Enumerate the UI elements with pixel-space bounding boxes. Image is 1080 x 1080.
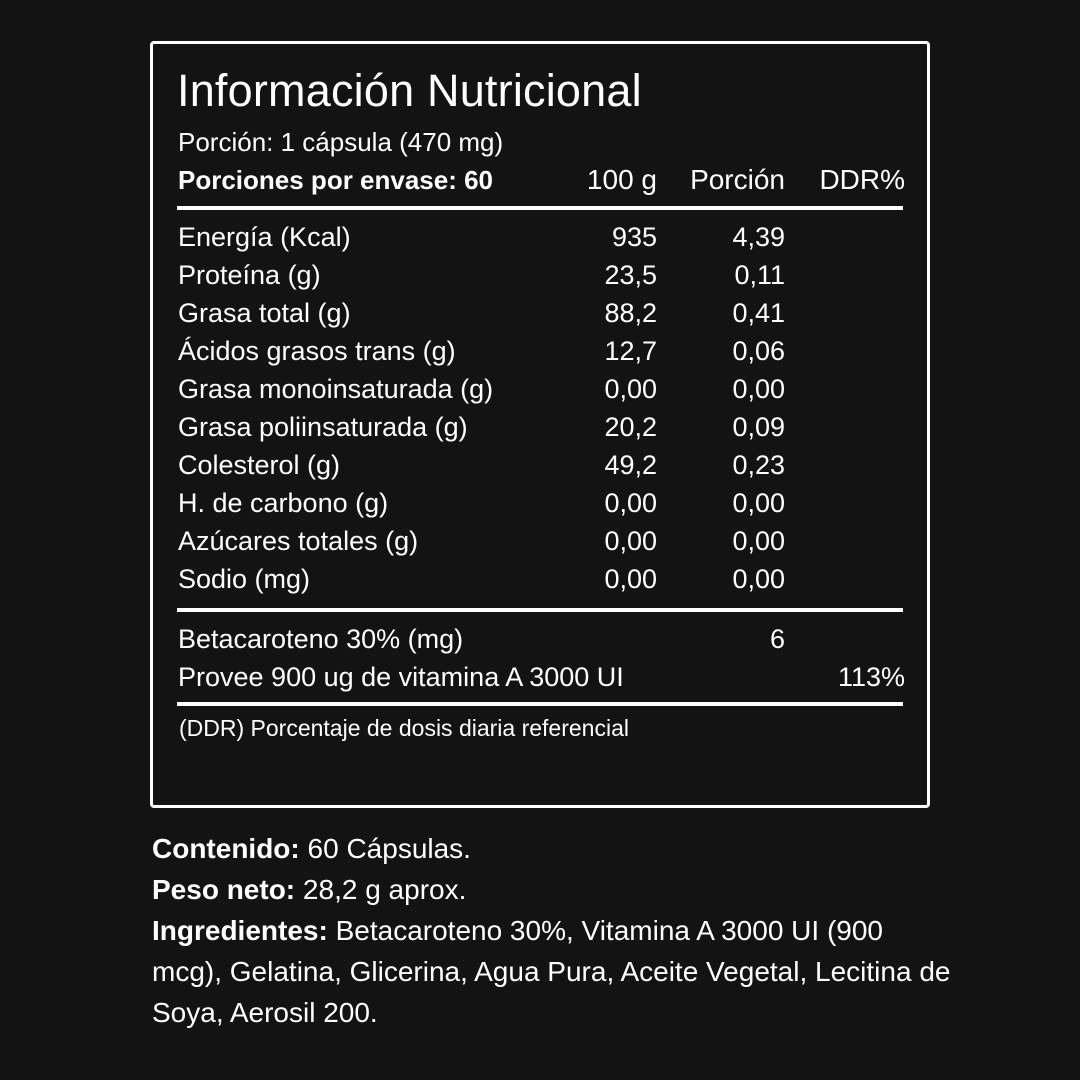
content-line <box>152 828 952 869</box>
nutrient-name: Grasa poliinsaturada (g) <box>178 412 468 442</box>
table-row <box>175 256 905 294</box>
table-row <box>175 294 905 332</box>
nutrient-per-100g: 0,00 <box>604 526 657 556</box>
table-row <box>175 332 905 370</box>
servings-per-container-label: Porciones por envase: 60 <box>178 165 494 195</box>
nutrient-per-100g: 0,00 <box>604 488 657 518</box>
nutrient-portion: 0,00 <box>732 488 785 518</box>
table-row <box>175 522 905 560</box>
nutrient-portion: 0,00 <box>732 526 785 556</box>
ingredients-value: Betacaroteno 30%, Vitamina A 3000 UI (900 mcg), Gelatina, Glicerina, Agua Pura, Aceite Vegetal, Lecitina de Soya, Aerosil 200. <box>152 915 951 1028</box>
nutrients-table <box>175 218 905 598</box>
nutrient-portion: 0,00 <box>732 564 785 594</box>
ddr-footnote: (DDR) Porcentaje de dosis diaria referencial <box>179 715 629 741</box>
extra-ddr: 113% <box>837 662 905 692</box>
nutrition-facts-panel <box>150 41 930 808</box>
net-weight-label: Peso neto: <box>152 874 296 905</box>
nutrient-portion: 0,11 <box>734 260 785 290</box>
nutrient-per-100g: 0,00 <box>604 374 657 404</box>
nutrient-name: Grasa monoinsaturada (g) <box>178 374 494 404</box>
column-header-portion: Porción <box>690 164 785 195</box>
serving-size-text: Porción: 1 cápsula (470 mg) <box>178 127 504 157</box>
table-header-row <box>175 164 905 196</box>
net-weight-line <box>152 869 952 910</box>
table-row <box>175 658 905 696</box>
net-weight-value: 28,2 g aprox. <box>295 874 467 905</box>
extra-name: Betacaroteno 30% (mg) <box>178 624 464 654</box>
nutrient-name: Sodio (mg) <box>178 564 311 594</box>
nutrient-name: Proteína (g) <box>178 260 321 290</box>
nutrient-name: Colesterol (g) <box>178 450 341 480</box>
page-title: Información Nutricional <box>177 65 642 116</box>
table-row <box>175 408 905 446</box>
table-row <box>175 560 905 598</box>
nutrient-per-100g: 88,2 <box>604 298 657 328</box>
table-row <box>175 218 905 256</box>
nutrient-name: Ácidos grasos trans (g) <box>178 336 456 366</box>
table-row <box>175 446 905 484</box>
nutrient-per-100g: 23,5 <box>604 260 657 290</box>
extras-table <box>175 620 905 696</box>
nutrient-portion: 0,09 <box>732 412 785 442</box>
extra-name: Provee 900 ug de vitamina A 3000 UI <box>178 662 624 692</box>
nutrient-portion: 0,41 <box>732 298 785 328</box>
divider-middle <box>177 608 903 612</box>
nutrient-name: H. de carbono (g) <box>178 488 389 518</box>
column-header-ddr: DDR% <box>819 164 905 195</box>
nutrient-per-100g: 20,2 <box>604 412 657 442</box>
table-row <box>175 484 905 522</box>
nutrient-name: Azúcares totales (g) <box>178 526 419 556</box>
divider-bottom <box>177 702 903 706</box>
ingredients-line <box>152 910 952 1033</box>
nutrient-portion: 0,00 <box>732 374 785 404</box>
content-label: Contenido: <box>152 833 300 864</box>
content-value: 60 Cápsulas. <box>299 833 471 864</box>
nutrient-per-100g: 49,2 <box>604 450 657 480</box>
table-row <box>175 370 905 408</box>
nutrient-per-100g: 12,7 <box>604 336 657 366</box>
nutrient-name: Energía (Kcal) <box>178 222 351 252</box>
extra-portion: 6 <box>769 624 785 654</box>
nutrient-portion: 0,06 <box>732 336 785 366</box>
nutrient-name: Grasa total (g) <box>178 298 351 328</box>
divider-top <box>177 206 903 210</box>
nutrient-portion: 0,23 <box>732 450 785 480</box>
nutrient-per-100g: 0,00 <box>604 564 657 594</box>
ingredients-label: Ingredientes: <box>152 915 328 946</box>
column-header-per-100g: 100 g <box>586 164 657 195</box>
product-details <box>152 828 952 1033</box>
nutrient-per-100g: 935 <box>611 222 657 252</box>
table-row <box>175 620 905 658</box>
nutrient-portion: 4,39 <box>732 222 785 252</box>
